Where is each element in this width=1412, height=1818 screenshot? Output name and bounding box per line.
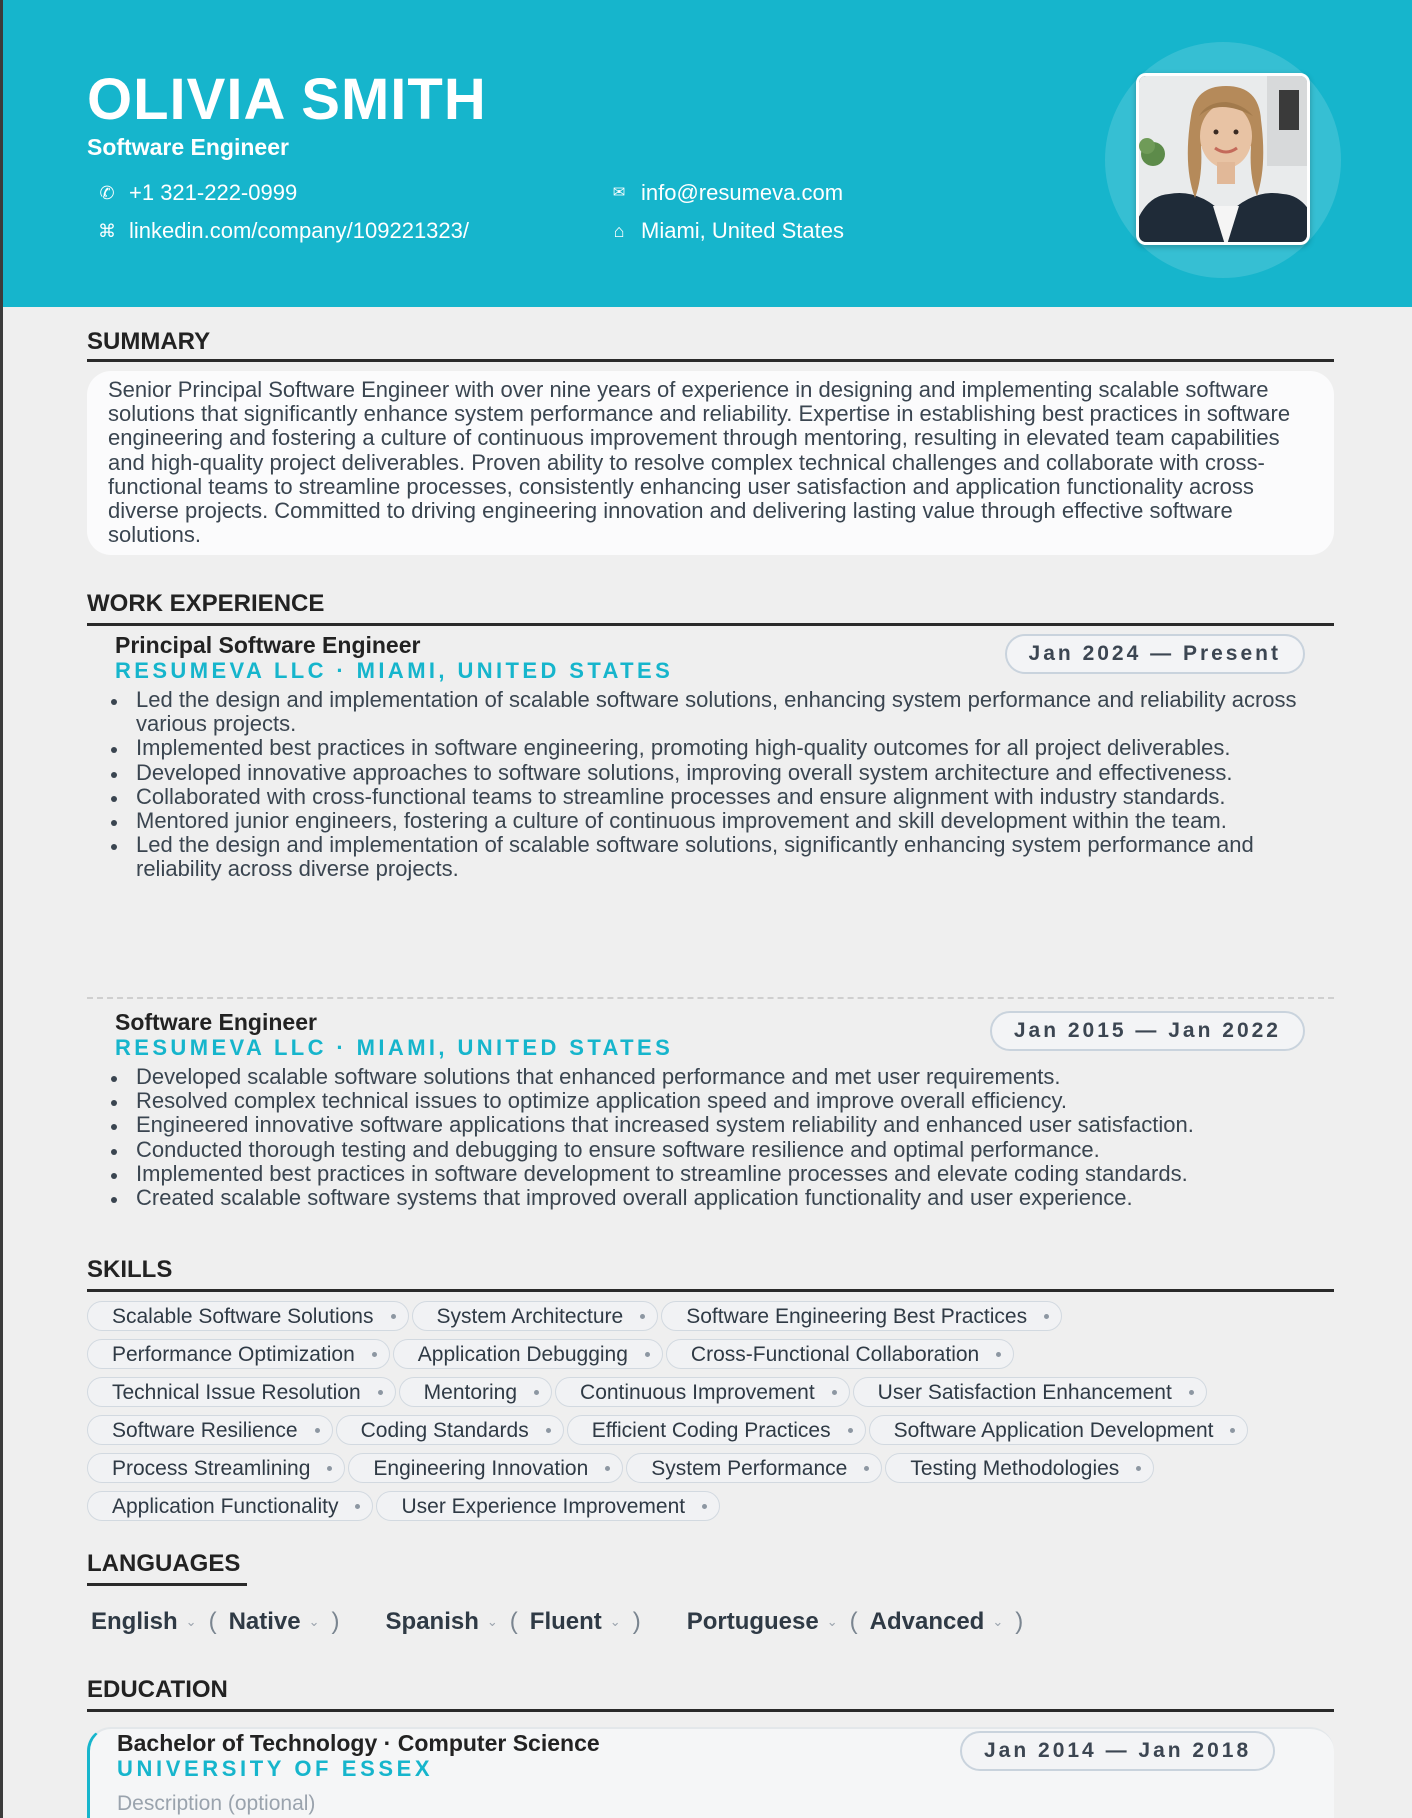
skill-chip[interactable]: User Satisfaction Enhancement xyxy=(853,1377,1207,1407)
skill-chip[interactable]: Efficient Coding Practices xyxy=(567,1415,866,1445)
job-bullet: Engineered innovative software applications that increased system reliability and enhanced user satisfaction. xyxy=(115,1113,1305,1137)
linkedin-text: linkedin.com/company/109221323/ xyxy=(129,218,470,243)
job-bullet: Implemented best practices in software engineering, promoting high-quality outcomes for all project deliverables. xyxy=(115,736,1305,760)
home-icon: ⌂ xyxy=(613,221,625,241)
skill-chip[interactable]: Technical Issue Resolution xyxy=(87,1377,396,1407)
paren-close: ) xyxy=(331,1608,340,1635)
education-heading: EDUCATION xyxy=(87,1676,228,1703)
education-dates: Jan 2014 — Jan 2018 xyxy=(960,1731,1275,1771)
language-item[interactable] xyxy=(91,1608,352,1636)
skill-chip[interactable]: Software Resilience xyxy=(87,1415,333,1445)
skill-chip[interactable]: System Performance xyxy=(626,1453,882,1483)
contact-phone[interactable] xyxy=(87,180,297,206)
language-item[interactable] xyxy=(386,1608,653,1636)
language-level[interactable]: Advanced xyxy=(869,1608,985,1635)
experience-rule xyxy=(87,623,1334,626)
language-name[interactable]: English xyxy=(91,1608,178,1635)
job-bullets xyxy=(115,1065,1305,1210)
link-icon: ⌘ xyxy=(98,221,116,241)
job-bullet: Developed scalable software solutions that enhanced performance and met user requirements. xyxy=(115,1065,1305,1089)
chevron-down-icon[interactable]: ⌄ xyxy=(826,1614,838,1629)
skill-chip[interactable]: Scalable Software Solutions xyxy=(87,1301,409,1331)
location-text: Miami, United States xyxy=(641,218,844,243)
paren-open: ( xyxy=(208,1608,217,1635)
job-dates: Jan 2024 — Present xyxy=(1005,634,1305,674)
job-company: RESUMEVA LLC · MIAMI, UNITED STATES xyxy=(115,658,674,683)
skill-chip[interactable]: Application Functionality xyxy=(87,1491,373,1521)
job-bullet: Mentored junior engineers, fostering a culture of continuous improvement and skill development within the team. xyxy=(115,809,1305,833)
job-bullets xyxy=(115,688,1305,882)
chevron-down-icon[interactable]: ⌄ xyxy=(486,1614,498,1629)
skill-chip[interactable]: Coding Standards xyxy=(336,1415,564,1445)
job-dates: Jan 2015 — Jan 2022 xyxy=(990,1011,1305,1051)
education-degree[interactable]: Bachelor of Technology · Computer Science xyxy=(117,1730,600,1756)
contact-location[interactable] xyxy=(599,218,844,244)
language-item[interactable] xyxy=(687,1608,1036,1636)
skills-heading: SKILLS xyxy=(87,1256,173,1283)
job-bullet: Developed innovative approaches to software solutions, improving overall system architecture and effectiveness. xyxy=(115,761,1305,785)
language-level[interactable]: Native xyxy=(228,1608,301,1635)
chevron-down-icon[interactable]: ⌄ xyxy=(308,1614,320,1629)
skill-chip[interactable]: User Experience Improvement xyxy=(376,1491,720,1521)
languages-list xyxy=(91,1608,1069,1636)
job-entry[interactable] xyxy=(115,1009,1305,1210)
job-bullet: Led the design and implementation of scalable software solutions, significantly enhancing system performance and reliability across diverse projects. xyxy=(115,833,1305,881)
skill-chip[interactable]: Engineering Innovation xyxy=(348,1453,623,1483)
job-bullet: Conducted thorough testing and debugging to ensure software resilience and optimal performance. xyxy=(115,1138,1305,1162)
email-text: info@resumeva.com xyxy=(641,180,844,205)
skill-chip[interactable]: Software Application Development xyxy=(869,1415,1249,1445)
language-level[interactable]: Fluent xyxy=(529,1608,602,1635)
job-divider xyxy=(87,997,1334,999)
skills-list xyxy=(87,1301,1337,1529)
contact-email[interactable] xyxy=(599,180,843,206)
languages-rule xyxy=(87,1583,247,1586)
skill-chip[interactable]: Performance Optimization xyxy=(87,1339,390,1369)
job-bullet: Created scalable software systems that improved overall application functionality and user experience. xyxy=(115,1186,1305,1210)
skill-chip[interactable]: Process Streamlining xyxy=(87,1453,345,1483)
education-rule xyxy=(87,1709,1334,1712)
job-role: Principal Software Engineer xyxy=(115,632,421,658)
chevron-down-icon[interactable]: ⌄ xyxy=(185,1614,197,1629)
candidate-title[interactable]: Software Engineer xyxy=(87,134,289,160)
skills-rule xyxy=(87,1289,1334,1292)
contact-linkedin[interactable] xyxy=(87,218,469,244)
skill-chip[interactable]: Application Debugging xyxy=(393,1339,663,1369)
skill-row xyxy=(87,1377,1337,1415)
skill-row xyxy=(87,1453,1337,1491)
phone-icon: ✆ xyxy=(99,183,115,203)
language-name[interactable]: Spanish xyxy=(385,1608,479,1635)
paren-open: ( xyxy=(509,1608,518,1635)
language-name[interactable]: Portuguese xyxy=(686,1608,819,1635)
skill-row xyxy=(87,1301,1337,1339)
languages-heading: LANGUAGES xyxy=(87,1550,241,1577)
envelope-icon: ✉ xyxy=(612,184,626,201)
skill-row xyxy=(87,1415,1337,1453)
summary-rule xyxy=(87,359,1334,362)
resume-header xyxy=(3,0,1412,307)
skill-chip[interactable]: Mentoring xyxy=(399,1377,552,1407)
summary-heading: SUMMARY xyxy=(87,328,211,355)
portrait-image xyxy=(1139,76,1310,245)
phone-text: +1 321-222-0999 xyxy=(129,180,298,205)
job-role: Software Engineer xyxy=(115,1009,317,1035)
skill-chip[interactable]: Testing Methodologies xyxy=(885,1453,1154,1483)
skill-chip[interactable]: Software Engineering Best Practices xyxy=(661,1301,1062,1331)
summary-text: Senior Principal Software Engineer with over nine years of experience in designing and implementing scalable software solutions that significantly enhance system performance and reliability. Expertise in establishing best practices in software engineering and fostering a culture of continuous improvement through mentoring, resulting in elevated team capabilities and high-quality project deliverables. Proven ability to resolve complex technical challenges and collaborate with cross-functional teams to streamline processes, consistently enhancing user satisfaction and application functionality across diverse projects. Committed to driving engineering innovation and delivering lasting value through effective software solutions. xyxy=(108,377,1291,548)
skill-chip[interactable]: System Architecture xyxy=(412,1301,659,1331)
skill-row xyxy=(87,1339,1337,1377)
education-description-field[interactable]: Description (optional) xyxy=(117,1792,316,1815)
job-bullet: Resolved complex technical issues to optimize application speed and improve overall efficiency. xyxy=(115,1089,1305,1113)
paren-open: ( xyxy=(849,1608,858,1635)
chevron-down-icon[interactable]: ⌄ xyxy=(992,1614,1004,1629)
job-bullet: Implemented best practices in software development to streamline processes and elevate coding standards. xyxy=(115,1162,1305,1186)
job-entry[interactable] xyxy=(115,632,1305,882)
education-school[interactable]: UNIVERSITY OF ESSEX xyxy=(117,1756,434,1781)
paren-close: ) xyxy=(1015,1608,1024,1635)
profile-photo[interactable] xyxy=(1136,73,1310,245)
skill-chip[interactable]: Continuous Improvement xyxy=(555,1377,850,1407)
paren-close: ) xyxy=(632,1608,641,1635)
chevron-down-icon[interactable]: ⌄ xyxy=(609,1614,621,1629)
summary-box[interactable] xyxy=(87,371,1334,555)
candidate-name[interactable]: OLIVIA SMITH xyxy=(87,67,487,132)
skill-row xyxy=(87,1491,1337,1529)
job-bullet: Collaborated with cross-functional teams to streamline processes and ensure alignment with industry standards. xyxy=(115,785,1305,809)
skill-chip[interactable]: Cross-Functional Collaboration xyxy=(666,1339,1014,1369)
job-bullet: Led the design and implementation of scalable software solutions, enhancing system performance and reliability across various projects. xyxy=(115,688,1305,736)
experience-heading: WORK EXPERIENCE xyxy=(87,590,325,617)
job-company: RESUMEVA LLC · MIAMI, UNITED STATES xyxy=(115,1035,674,1060)
